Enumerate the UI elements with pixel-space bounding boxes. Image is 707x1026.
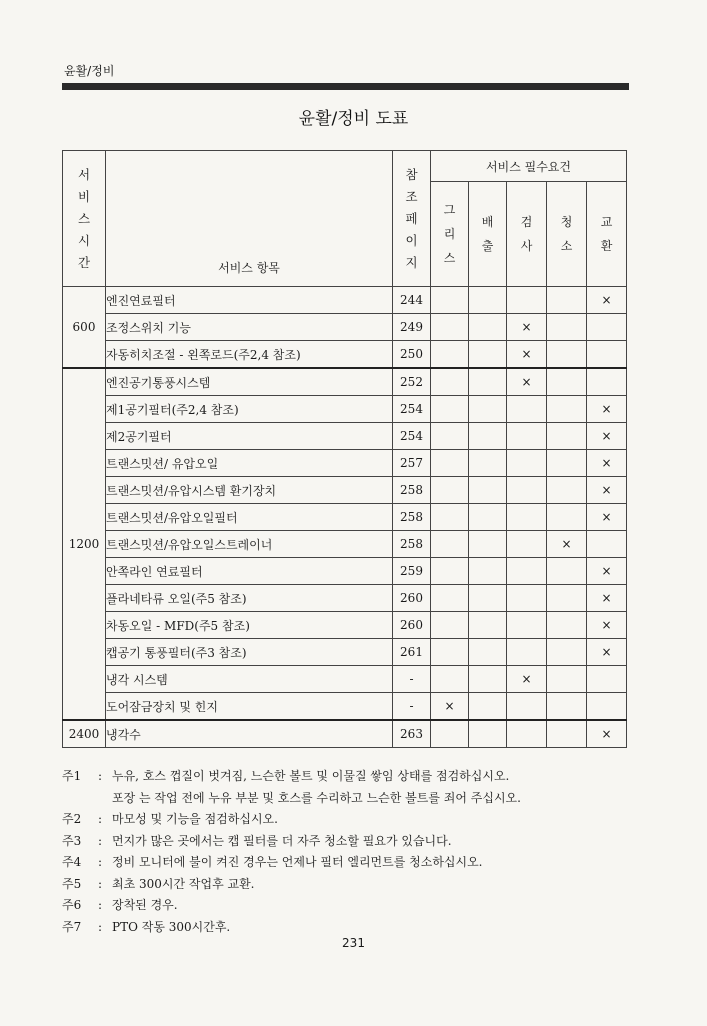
table-row bbox=[63, 693, 627, 721]
reference-page-cell: - bbox=[393, 666, 431, 693]
requirement-mark-cell bbox=[547, 693, 587, 721]
requirement-mark-cell: × bbox=[507, 341, 547, 369]
table-row bbox=[63, 477, 627, 504]
requirement-mark-cell bbox=[507, 396, 547, 423]
header-divider bbox=[62, 83, 629, 90]
requirement-mark-cell bbox=[587, 666, 627, 693]
requirement-mark-cell bbox=[469, 639, 507, 666]
requirement-mark-cell: × bbox=[587, 504, 627, 531]
header-requirement-1: 배 출 bbox=[469, 182, 507, 287]
note-line: 주3 : 먼지가 많은 곳에서는 캡 필터를 더 자주 청소할 필요가 있습니다. bbox=[62, 831, 652, 853]
note-text: PTO 작동 300시간후. bbox=[112, 919, 231, 934]
service-item-cell: 엔진공기통풍시스템 bbox=[106, 368, 393, 396]
table-row bbox=[63, 287, 627, 314]
requirement-mark-cell: × bbox=[587, 423, 627, 450]
header-requirement-4: 교 환 bbox=[587, 182, 627, 287]
requirement-mark-cell: × bbox=[587, 720, 627, 748]
service-item-cell: 자동히치조절 - 왼쪽로드(주2,4 참조) bbox=[106, 341, 393, 369]
service-item-cell: 제1공기필터(주2,4 참조) bbox=[106, 396, 393, 423]
table-row bbox=[63, 423, 627, 450]
table-row bbox=[63, 368, 627, 396]
service-item-cell: 안쪽라인 연료필터 bbox=[106, 558, 393, 585]
requirement-mark-cell: × bbox=[587, 450, 627, 477]
note-line: 주6 : 장착된 경우. bbox=[62, 895, 652, 917]
requirement-mark-cell bbox=[507, 720, 547, 748]
note-line: 주5 : 최초 300시간 작업후 교환. bbox=[62, 874, 652, 896]
requirement-mark-cell bbox=[469, 368, 507, 396]
service-item-cell: 트랜스밋션/유압오일필터 bbox=[106, 504, 393, 531]
requirement-mark-cell bbox=[547, 450, 587, 477]
requirement-mark-cell bbox=[431, 612, 469, 639]
requirement-mark-cell bbox=[547, 477, 587, 504]
requirement-mark-cell bbox=[431, 585, 469, 612]
requirement-mark-cell bbox=[469, 477, 507, 504]
requirement-mark-cell bbox=[587, 314, 627, 341]
requirement-mark-cell bbox=[431, 531, 469, 558]
note-line: 주2 : 마모성 및 기능을 점검하십시오. bbox=[62, 809, 652, 831]
requirement-mark-cell bbox=[507, 693, 547, 721]
requirement-mark-cell bbox=[469, 423, 507, 450]
reference-page-cell: 258 bbox=[393, 504, 431, 531]
service-item-cell: 조정스위치 기능 bbox=[106, 314, 393, 341]
requirement-mark-cell bbox=[431, 287, 469, 314]
requirement-mark-cell bbox=[469, 396, 507, 423]
requirement-mark-cell: × bbox=[587, 639, 627, 666]
note-line: 주7 : PTO 작동 300시간후. bbox=[62, 917, 652, 939]
service-time-cell: 600 bbox=[63, 287, 106, 369]
table-row bbox=[63, 450, 627, 477]
notes bbox=[62, 766, 652, 938]
requirement-mark-cell bbox=[547, 558, 587, 585]
requirement-mark-cell bbox=[431, 720, 469, 748]
table-row bbox=[63, 504, 627, 531]
requirement-mark-cell: × bbox=[587, 585, 627, 612]
table-row bbox=[63, 396, 627, 423]
requirement-mark-cell bbox=[431, 396, 469, 423]
table-row bbox=[63, 720, 627, 748]
requirement-mark-cell bbox=[507, 585, 547, 612]
requirement-mark-cell bbox=[547, 368, 587, 396]
requirement-mark-cell bbox=[431, 477, 469, 504]
requirement-mark-cell bbox=[547, 666, 587, 693]
note-id: 주4 bbox=[62, 855, 82, 869]
table-row bbox=[63, 314, 627, 341]
header-requirement-0: 그 리 스 bbox=[431, 182, 469, 287]
requirement-mark-cell bbox=[587, 368, 627, 396]
requirement-mark-cell bbox=[547, 287, 587, 314]
service-time-cell: 2400 bbox=[63, 720, 106, 748]
table-row bbox=[63, 585, 627, 612]
table-row bbox=[63, 531, 627, 558]
note-id: 주7 bbox=[62, 919, 82, 934]
requirement-mark-cell bbox=[431, 639, 469, 666]
requirement-mark-cell bbox=[587, 693, 627, 721]
requirement-mark-cell bbox=[469, 450, 507, 477]
service-item-cell: 도어잠금장치 및 힌지 bbox=[106, 693, 393, 721]
requirement-mark-cell bbox=[507, 504, 547, 531]
service-item-cell: 엔진연료필터 bbox=[106, 287, 393, 314]
note-text: 마모성 및 기능을 점검하십시오. bbox=[112, 812, 278, 826]
reference-page-cell: 244 bbox=[393, 287, 431, 314]
requirement-mark-cell bbox=[547, 341, 587, 369]
requirement-mark-cell: × bbox=[507, 314, 547, 341]
header-reference-page: 참 조 페 이 지 bbox=[393, 151, 431, 287]
service-item-cell: 트랜스밋션/유압오일스트레이너 bbox=[106, 531, 393, 558]
requirement-mark-cell bbox=[547, 423, 587, 450]
note-line bbox=[62, 788, 652, 810]
requirement-mark-cell bbox=[469, 612, 507, 639]
reference-page-cell: 249 bbox=[393, 314, 431, 341]
requirement-mark-cell bbox=[547, 314, 587, 341]
service-item-cell: 냉각수 bbox=[106, 720, 393, 748]
reference-page-cell: 258 bbox=[393, 477, 431, 504]
requirement-mark-cell: × bbox=[431, 693, 469, 721]
note-line: 주4 : 정비 모니터에 불이 켜진 경우는 언제나 필터 엘리먼트를 청소하십시오. bbox=[62, 852, 652, 874]
note-id: 주2 bbox=[62, 812, 82, 826]
requirement-mark-cell bbox=[469, 720, 507, 748]
service-item-cell: 제2공기필터 bbox=[106, 423, 393, 450]
requirement-mark-cell bbox=[547, 504, 587, 531]
reference-page-cell: 254 bbox=[393, 423, 431, 450]
requirement-mark-cell bbox=[469, 504, 507, 531]
page-number: 231 bbox=[342, 936, 365, 950]
reference-page-cell: 254 bbox=[393, 396, 431, 423]
reference-page-cell: 252 bbox=[393, 368, 431, 396]
note-text: 최초 300시간 작업후 교환. bbox=[112, 876, 255, 891]
requirement-mark-cell bbox=[507, 477, 547, 504]
requirement-mark-cell bbox=[507, 450, 547, 477]
reference-page-cell: - bbox=[393, 693, 431, 721]
requirement-mark-cell bbox=[507, 558, 547, 585]
requirement-mark-cell bbox=[431, 666, 469, 693]
service-item-cell: 플라네타류 오일(주5 참조) bbox=[106, 585, 393, 612]
requirement-mark-cell bbox=[507, 423, 547, 450]
note-id: 주1 bbox=[62, 769, 82, 783]
reference-page-cell: 263 bbox=[393, 720, 431, 748]
table-row bbox=[63, 558, 627, 585]
header-service-item: 서비스 항목 bbox=[106, 151, 393, 287]
header-requirement-2: 검 사 bbox=[507, 182, 547, 287]
reference-page-cell: 257 bbox=[393, 450, 431, 477]
service-time-cell: 1200 bbox=[63, 368, 106, 720]
header-service-time: 서 비 스 시 간 bbox=[63, 151, 106, 287]
page-title: 윤활/정비 도표 bbox=[298, 109, 409, 129]
reference-page-cell: 259 bbox=[393, 558, 431, 585]
reference-page-cell: 250 bbox=[393, 341, 431, 369]
note-text: 정비 모니터에 불이 켜진 경우는 언제나 필터 엘리먼트를 청소하십시오. bbox=[112, 855, 483, 869]
table-row bbox=[63, 341, 627, 369]
header-requirement-3: 청 소 bbox=[547, 182, 587, 287]
requirement-mark-cell bbox=[547, 585, 587, 612]
requirement-mark-cell bbox=[431, 368, 469, 396]
requirement-mark-cell bbox=[507, 531, 547, 558]
note-text: 먼지가 많은 곳에서는 캡 필터를 더 자주 청소할 필요가 있습니다. bbox=[112, 833, 452, 848]
requirement-mark-cell bbox=[547, 396, 587, 423]
note-text: 누유, 호스 껍질이 벗겨짐, 느슨한 볼트 및 이물질 쌓임 상태를 점검하십시오. bbox=[112, 769, 510, 783]
requirement-mark-cell bbox=[587, 531, 627, 558]
requirement-mark-cell bbox=[431, 558, 469, 585]
requirement-mark-cell: × bbox=[587, 612, 627, 639]
requirement-mark-cell: × bbox=[547, 531, 587, 558]
note-id: 주6 bbox=[62, 898, 82, 912]
requirement-mark-cell: × bbox=[587, 558, 627, 585]
requirement-mark-cell bbox=[547, 720, 587, 748]
requirement-mark-cell bbox=[469, 666, 507, 693]
note-line: 주1 : 누유, 호스 껍질이 벗겨짐, 느슨한 볼트 및 이물질 쌓임 상태를 점검하십시오. bbox=[62, 766, 652, 788]
service-item-cell: 트랜스밋션/ 유압오일 bbox=[106, 450, 393, 477]
service-item-cell: 트랜스밋션/유압시스템 환기장치 bbox=[106, 477, 393, 504]
requirement-mark-cell bbox=[469, 287, 507, 314]
requirement-mark-cell: × bbox=[587, 477, 627, 504]
table-row bbox=[63, 666, 627, 693]
requirement-mark-cell: × bbox=[507, 666, 547, 693]
requirement-mark-cell bbox=[431, 450, 469, 477]
requirement-mark-cell bbox=[507, 639, 547, 666]
service-item-cell: 냉각 시스템 bbox=[106, 666, 393, 693]
note-text: 포장 는 작업 전에 누유 부분 및 호스를 수리하고 느슨한 볼트를 죄어 주십시오. bbox=[112, 790, 521, 805]
requirement-mark-cell bbox=[507, 287, 547, 314]
requirement-mark-cell bbox=[431, 341, 469, 369]
section-label: 윤활/정비 bbox=[64, 64, 115, 78]
requirement-mark-cell bbox=[469, 585, 507, 612]
requirement-mark-cell bbox=[587, 341, 627, 369]
note-text: 장착된 경우. bbox=[112, 898, 178, 912]
requirement-mark-cell bbox=[431, 423, 469, 450]
table-row bbox=[63, 639, 627, 666]
requirement-mark-cell bbox=[431, 504, 469, 531]
service-table bbox=[62, 150, 627, 748]
header-service-requirements: 서비스 필수요건 bbox=[431, 151, 627, 182]
requirement-mark-cell bbox=[469, 314, 507, 341]
table-row bbox=[63, 612, 627, 639]
reference-page-cell: 258 bbox=[393, 531, 431, 558]
reference-page-cell: 261 bbox=[393, 639, 431, 666]
note-id: 주5 bbox=[62, 876, 82, 891]
note-id bbox=[62, 788, 98, 810]
requirement-mark-cell bbox=[469, 558, 507, 585]
requirement-mark-cell bbox=[507, 612, 547, 639]
reference-page-cell: 260 bbox=[393, 612, 431, 639]
requirement-mark-cell bbox=[431, 314, 469, 341]
reference-page-cell: 260 bbox=[393, 585, 431, 612]
service-item-cell: 차동오일 - MFD(주5 참조) bbox=[106, 612, 393, 639]
requirement-mark-cell bbox=[547, 639, 587, 666]
requirement-mark-cell bbox=[469, 693, 507, 721]
requirement-mark-cell: × bbox=[587, 396, 627, 423]
requirement-mark-cell bbox=[547, 612, 587, 639]
requirement-mark-cell: × bbox=[507, 368, 547, 396]
requirement-mark-cell bbox=[469, 531, 507, 558]
requirement-mark-cell: × bbox=[587, 287, 627, 314]
service-item-cell: 캡공기 통풍필터(주3 참조) bbox=[106, 639, 393, 666]
note-id: 주3 bbox=[62, 833, 82, 848]
requirement-mark-cell bbox=[469, 341, 507, 369]
